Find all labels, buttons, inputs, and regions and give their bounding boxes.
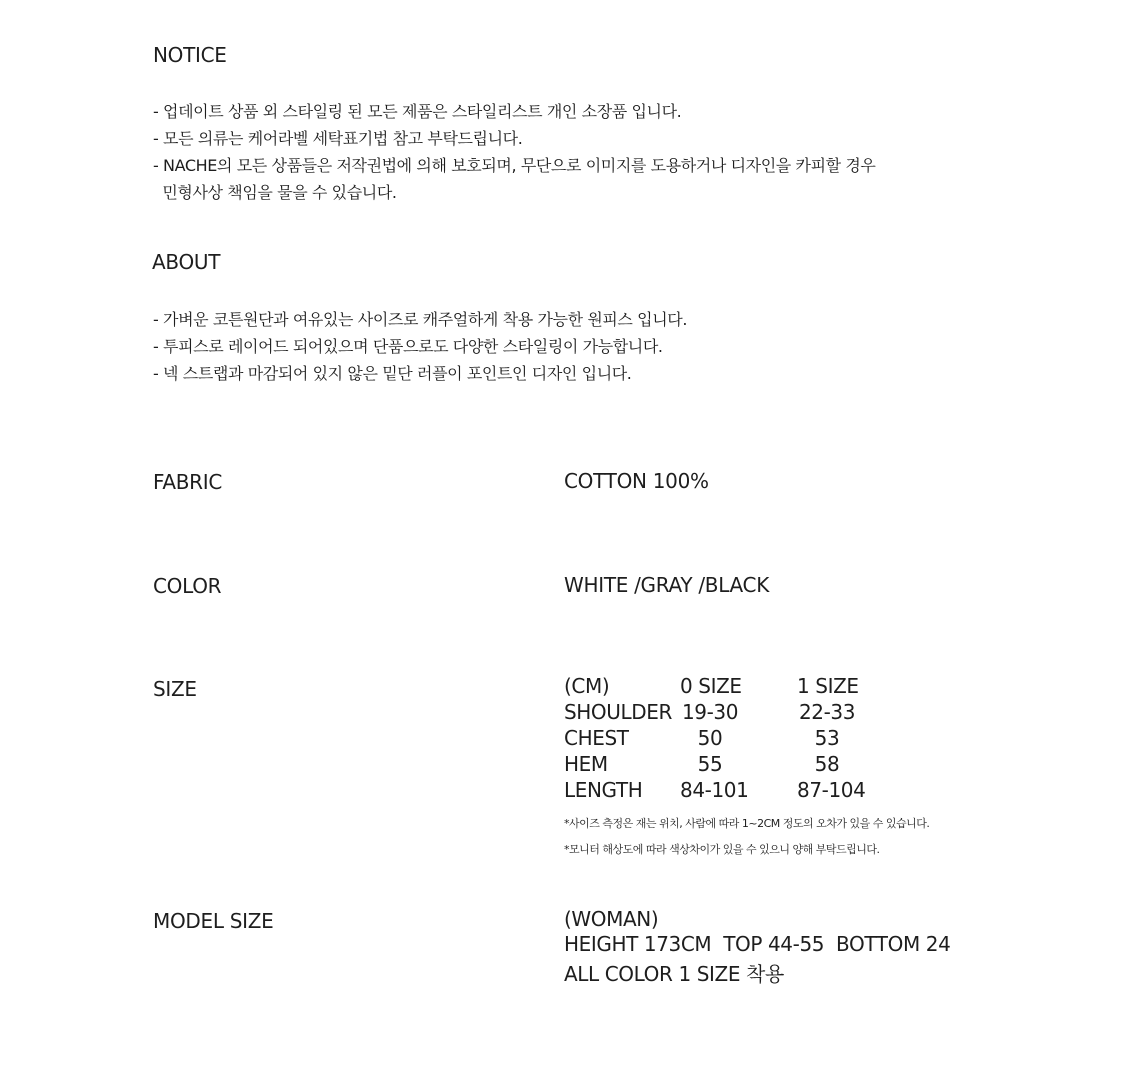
measure-name: LENGTH xyxy=(564,778,643,802)
size-0-header: 0 SIZE xyxy=(680,674,742,698)
size-note-2: *모니터 해상도에 따라 색상차이가 있을 수 있으니 양해 부탁드립니다. xyxy=(564,843,880,856)
fabric-value: COTTON 100% xyxy=(564,469,709,493)
model-line-3: ALL COLOR 1 SIZE 착용 xyxy=(564,962,784,986)
color-value: WHITE /GRAY /BLACK xyxy=(564,573,770,597)
measure-size-1: 53 xyxy=(814,726,840,750)
size-note-1: *사이즈 측정은 재는 위치, 사람에 따라 1~2CM 정도의 오차가 있을 수 있습니다. xyxy=(564,817,930,830)
model-size-label: MODEL SIZE xyxy=(153,909,274,933)
measure-size-0: 84-101 xyxy=(680,778,749,802)
notice-line-3: - NACHE의 모든 상품들은 저작권법에 의해 보호되며, 무단으로 이미지를 도용하거나 디자인을 카피할 경우 xyxy=(153,156,876,175)
about-line-2: - 투피스로 레이어드 되어있으며 단품으로도 다양한 스타일링이 가능합니다. xyxy=(153,337,663,356)
measure-size-1: 87-104 xyxy=(797,778,866,802)
measure-size-0: 50 xyxy=(697,726,723,750)
size-unit-header: (CM) xyxy=(564,674,610,698)
measure-name: CHEST xyxy=(564,726,629,750)
notice-line-4: 민형사상 책임을 물을 수 있습니다. xyxy=(153,183,397,202)
about-title: ABOUT xyxy=(152,250,221,274)
fabric-label: FABRIC xyxy=(153,470,223,494)
measure-name: HEM xyxy=(564,752,608,776)
model-line-1: (WOMAN) xyxy=(564,907,659,931)
measure-size-1: 22-33 xyxy=(798,700,856,724)
about-line-1: - 가벼운 코튼원단과 여유있는 사이즈로 캐주얼하게 착용 가능한 원피스 입니다. xyxy=(153,310,688,329)
notice-title: NOTICE xyxy=(153,43,227,67)
about-line-3: - 넥 스트랩과 마감되어 있지 않은 밑단 러플이 포인트인 디자인 입니다. xyxy=(153,364,632,383)
color-label: COLOR xyxy=(153,574,222,598)
size-1-header: 1 SIZE xyxy=(797,674,859,698)
size-label: SIZE xyxy=(153,677,197,701)
notice-line-2: - 모든 의류는 케어라벨 세탁표기법 참고 부탁드립니다. xyxy=(153,129,523,148)
notice-line-1: - 업데이트 상품 외 스타일링 된 모든 제품은 스타일리스트 개인 소장품 입니다. xyxy=(153,102,682,121)
model-line-2: HEIGHT 173CM TOP 44-55 BOTTOM 24 xyxy=(564,932,951,956)
measure-name: SHOULDER xyxy=(564,700,672,724)
measure-size-1: 58 xyxy=(814,752,840,776)
measure-size-0: 55 xyxy=(697,752,723,776)
measure-size-0: 19-30 xyxy=(681,700,739,724)
